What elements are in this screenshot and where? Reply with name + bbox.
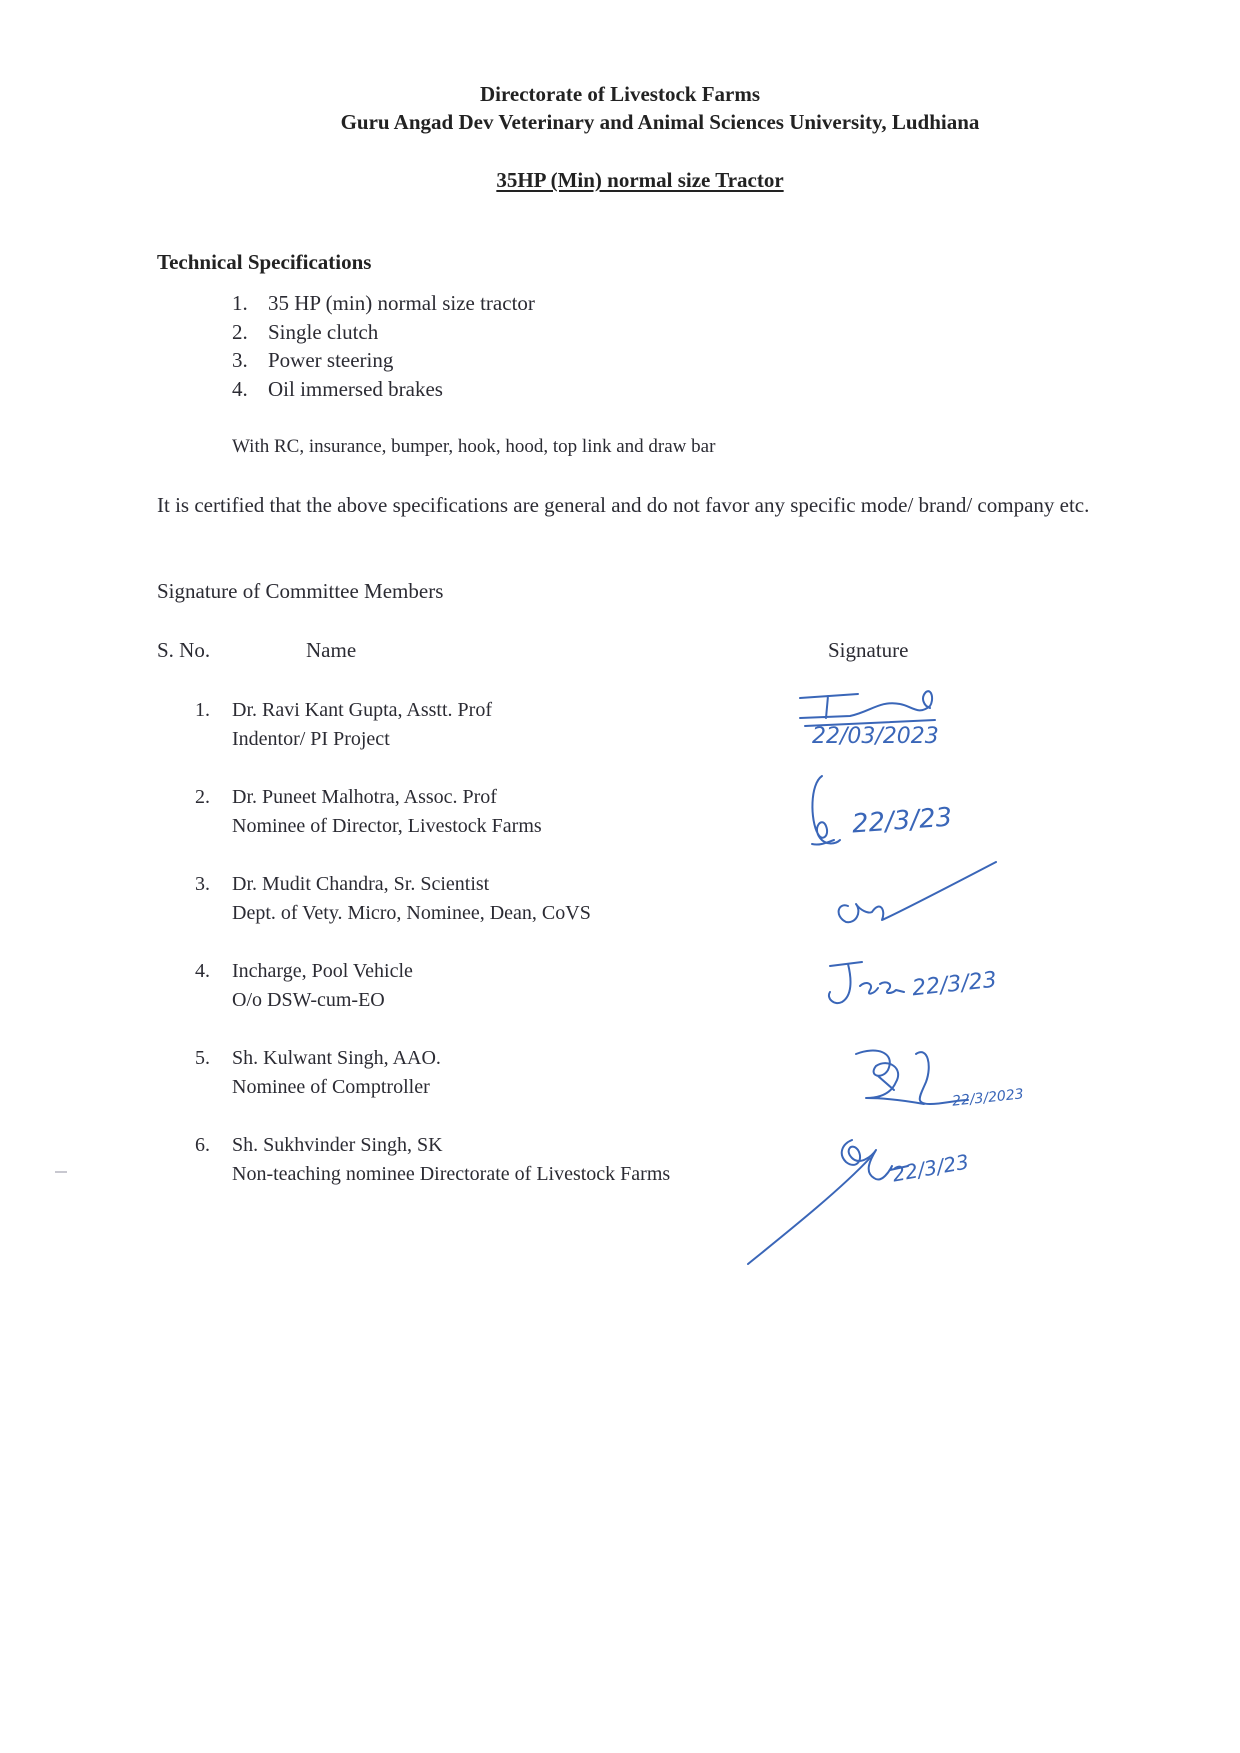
spec-number: 3. [232, 348, 248, 372]
signature-6 [748, 1140, 908, 1264]
spec-number: 2. [232, 319, 248, 344]
column-name: Name [306, 638, 357, 662]
member-role: Nominee of Comptroller [232, 1076, 430, 1098]
committee-heading: Signature of Committee Members [157, 579, 444, 603]
member-name: Sh. Sukhvinder Singh, SK [232, 1134, 443, 1156]
scan-mark [55, 1171, 67, 1173]
member-role: Non-teaching nominee Directorate of Livestock Farms [232, 1163, 671, 1185]
member-number: 4. [195, 960, 210, 982]
spec-item [232, 289, 535, 318]
member-number: 3. [195, 873, 210, 895]
spec-text: 35 HP (min) normal size tractor [268, 291, 535, 315]
spec-item [232, 318, 535, 347]
signature-date-1: 22/03/2023 [812, 724, 939, 749]
spec-text: Power steering [268, 348, 394, 372]
spec-text: Single clutch [268, 319, 379, 344]
spec-number: 1. [232, 291, 248, 315]
member-name: Dr. Mudit Chandra, Sr. Scientist [232, 873, 490, 895]
signature-1 [800, 691, 935, 726]
member-number: 2. [195, 786, 210, 808]
signature-4 [829, 962, 904, 1003]
signature-date-2: 22/3/23 [851, 802, 954, 840]
member-role: O/o DSW-cum-EO [232, 989, 385, 1011]
member-name: Sh. Kulwant Singh, AAO. [232, 1047, 441, 1069]
signature-date-5: 22/3/2023 [951, 1086, 1025, 1110]
column-sno: S. No. [157, 638, 211, 662]
accessories-note: With RC, insurance, bumper, hook, hood, top link and draw bar [232, 436, 716, 457]
spec-text: Oil immersed brakes [268, 376, 443, 401]
spec-item [232, 375, 535, 404]
header-directorate: Directorate of Livestock Farms [479, 82, 761, 106]
member-number: 5. [195, 1047, 210, 1069]
header-university: Guru Angad Dev Veterinary and Animal Sciences University, Ludhiana [340, 110, 980, 134]
signature-date-4: 22/3/23 [910, 967, 998, 1002]
member-name: Dr. Ravi Kant Gupta, Asstt. Prof [232, 699, 492, 721]
spec-item [232, 346, 535, 375]
member-name: Dr. Puneet Malhotra, Assoc. Prof [232, 786, 497, 808]
member-number: 6. [195, 1134, 210, 1156]
signature-3 [839, 862, 996, 922]
spec-number: 4. [232, 376, 248, 401]
certification-text: It is certified that the above specifications are general and do not favor any specific mode/ brand/ company etc. [157, 493, 1090, 517]
member-role: Indentor/ PI Project [232, 728, 390, 750]
document-title: 35HP (Min) normal size Tractor [496, 168, 784, 192]
member-role: Nominee of Director, Livestock Farms [232, 815, 542, 837]
member-role: Dept. of Vety. Micro, Nominee, Dean, CoVS [232, 902, 591, 924]
specs-heading: Technical Specifications [157, 250, 372, 274]
signature-date-6: 22/3/23 [890, 1149, 971, 1187]
column-signature: Signature [828, 638, 909, 662]
member-name: Incharge, Pool Vehicle [232, 960, 413, 982]
signature-2 [812, 776, 840, 845]
member-number: 1. [195, 699, 210, 721]
specs-list [232, 289, 535, 403]
